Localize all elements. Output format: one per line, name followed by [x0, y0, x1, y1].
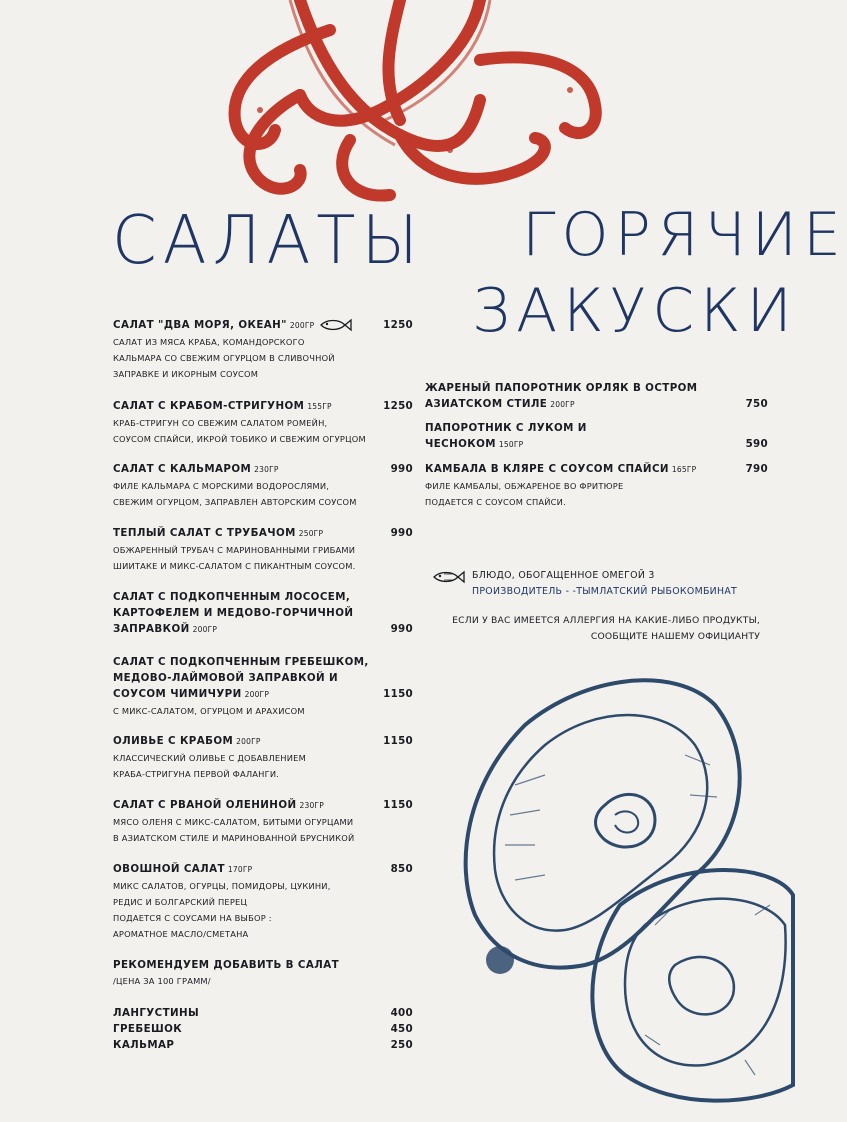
item-price: 1150	[383, 799, 413, 811]
addon-name: КАЛЬМАР	[113, 1039, 175, 1051]
item-price: 790	[745, 463, 768, 475]
item-description: КАЛЬМАРА СО СВЕЖИМ ОГУРЦОМ В СЛИВОЧНОЙ	[113, 353, 335, 363]
item-description: ФИЛЕ КАМБАЛЫ, ОБЖАРЕНОЕ ВО ФРИТЮРЕ	[425, 481, 624, 491]
heading-salads: САЛАТЫ	[112, 202, 424, 280]
menu-item-salad-two-seas	[113, 317, 413, 382]
item-name: САЛАТ "ДВА МОРЯ, ОКЕАН"	[113, 319, 287, 331]
item-name: ЗАПРАВКОЙ	[113, 623, 190, 635]
item-weight: 200ГР	[192, 625, 218, 634]
item-weight: 200ГР	[236, 737, 261, 746]
item-name: САЛАТ С КАЛЬМАРОМ	[113, 463, 252, 475]
item-description: ЗАПРАВКЕ И ИКОРНЫМ СОУСОМ	[113, 369, 259, 379]
addons-list	[113, 1005, 413, 1053]
item-weight: 230ГР	[299, 801, 324, 810]
item-price: 1250	[383, 400, 413, 412]
fish-omega-icon	[432, 568, 466, 586]
producer-note: ПРОИЗВОДИТЕЛЬ - -ТЫМЛАТСКИЙ РЫБОКОМБИНАТ	[472, 586, 738, 597]
oyster-illustration	[455, 665, 793, 1110]
item-description: СВЕЖИМ ОГУРЦОМ, ЗАПРАВЛЕН АВТОРСКИМ СОУСОМ	[113, 497, 357, 507]
menu-item-salad-whelk	[113, 525, 413, 574]
item-description: АРОМАТНОЕ МАСЛО/СМЕТАНА	[113, 929, 249, 939]
item-name: КАРТОФЕЛЕМ И МЕДОВО-ГОРЧИЧНОЙ	[113, 607, 354, 619]
item-name: КАМБАЛА В КЛЯРЕ С СОУСОМ СПАЙСИ	[425, 463, 669, 475]
item-price: 750	[745, 398, 768, 410]
item-name: ТЕПЛЫЙ САЛАТ С ТРУБАЧОМ	[113, 527, 296, 539]
item-name: МЕДОВО-ЛАЙМОВОЙ ЗАПРАВКОЙ И	[113, 672, 339, 684]
item-price: 990	[390, 527, 413, 539]
item-price: 590	[745, 438, 768, 450]
item-weight: 165ГР	[671, 465, 697, 474]
item-description: КРАБ-СТРИГУН СО СВЕЖИМ САЛАТОМ РОМЕЙН,	[113, 418, 328, 428]
item-weight: 200ГР	[289, 321, 315, 330]
item-description: ФИЛЕ КАЛЬМАРА С МОРСКИМИ ВОДОРОСЛЯМИ,	[113, 481, 330, 491]
item-weight: 230ГР	[254, 465, 279, 474]
item-description: КЛАССИЧЕСКИЙ ОЛИВЬЕ С ДОБАВЛЕНИЕМ	[113, 753, 306, 763]
menu-item-salad-crab	[113, 398, 413, 447]
addon-price: 450	[390, 1023, 413, 1035]
item-description: МЯСО ОЛЕНЯ С МИКС-САЛАТОМ, БИТЫМИ ОГУРЦАМИ	[113, 817, 354, 827]
item-description: СОУСОМ СПАЙСИ, ИКРОЙ ТОБИКО И СВЕЖИМ ОГУРЦОМ	[113, 434, 366, 444]
heading-hot-line1: ГОРЯЧИЕ	[522, 200, 847, 270]
item-weight: 200ГР	[244, 690, 270, 699]
item-name: САЛАТ С РВАНОЙ ОЛЕНИНОЙ	[113, 799, 297, 811]
item-weight: 150ГР	[498, 440, 524, 449]
item-weight: 200ГР	[550, 400, 575, 409]
allergy-notice	[425, 613, 760, 645]
item-weight: 250ГР	[298, 529, 324, 538]
item-name: САЛАТ С КРАБОМ-СТРИГУНОМ	[113, 400, 305, 412]
item-description: МИКС САЛАТОВ, ОГУРЦЫ, ПОМИДОРЫ, ЦУКИНИ,	[113, 881, 331, 891]
item-description: РЕДИС И БОЛГАРСКИЙ ПЕРЕЦ	[113, 897, 248, 907]
item-price: 1150	[383, 688, 413, 700]
addons-title: РЕКОМЕНДУЕМ ДОБАВИТЬ В САЛАТ	[113, 959, 339, 971]
item-description: ОБЖАРЕННЫЙ ТРУБАЧ С МАРИНОВАННЫМИ ГРИБАМИ	[113, 545, 356, 555]
item-weight: 155ГР	[307, 402, 332, 411]
menu-item-salad-venison	[113, 797, 413, 846]
item-name: ПАПОРОТНИК С ЛУКОМ И	[425, 422, 587, 434]
addons-section	[113, 957, 413, 989]
omega-note: БЛЮДО, ОБОГАЩЕННОЕ ОМЕГОЙ 3	[472, 570, 655, 581]
allergy-line: СООБЩИТЕ НАШЕМУ ОФИЦИАНТУ	[590, 631, 760, 642]
item-price: 1150	[383, 735, 413, 747]
item-price: 1250	[383, 319, 413, 331]
menu-item-flounder	[425, 461, 768, 510]
item-name: ЧЕСНОКОМ	[425, 438, 496, 450]
item-description: С МИКС-САЛАТОМ, ОГУРЦОМ И АРАХИСОМ	[113, 706, 305, 716]
octopus-illustration	[150, 0, 620, 205]
item-name: ЖАРЕНЫЙ ПАПОРОТНИК ОРЛЯК В ОСТРОМ	[425, 382, 698, 394]
addon-name: ГРЕБЕШОК	[113, 1023, 183, 1035]
heading-hot-line2: ЗАКУСКИ	[472, 276, 798, 346]
item-description: ПОДАЕТСЯ С СОУСАМИ НА ВЫБОР :	[113, 913, 272, 923]
item-price: 990	[390, 623, 413, 635]
item-description: САЛАТ ИЗ МЯСА КРАБА, КОМАНДОРСКОГО	[113, 337, 305, 347]
fish-omega-icon	[319, 317, 353, 333]
item-name: ОВОШНОЙ САЛАТ	[113, 863, 225, 875]
omega-legend	[432, 568, 772, 600]
item-description: ПОДАЕТСЯ С СОУСОМ СПАЙСИ.	[425, 497, 566, 507]
menu-item-fern-spicy	[425, 380, 768, 413]
menu-item-salad-scallop	[113, 654, 413, 719]
item-name: САЛАТ С ПОДКОПЧЕННЫМ ЛОСОСЕМ,	[113, 591, 351, 603]
item-description: В АЗИАТСКОМ СТИЛЕ И МАРИНОВАННОЙ БРУСНИКОЙ	[113, 833, 355, 843]
item-name: ОЛИВЬЕ С КРАБОМ	[113, 735, 234, 747]
item-description: КРАБА-СТРИГУНА ПЕРВОЙ ФАЛАНГИ.	[113, 769, 280, 779]
item-price: 990	[390, 463, 413, 475]
item-name: АЗИАТСКОМ СТИЛЕ	[425, 398, 548, 410]
addons-note: /ЦЕНА ЗА 100 ГРАММ/	[113, 976, 211, 986]
menu-item-fern-garlic	[425, 420, 768, 453]
allergy-line: ЕСЛИ У ВАС ИМЕЕТСЯ АЛЛЕРГИЯ НА КАКИЕ-ЛИБО ПРОДУКТЫ,	[452, 615, 760, 626]
item-weight: 170ГР	[227, 865, 253, 874]
item-description: ШИИТАКЕ И МИКС-САЛАТОМ С ПИКАНТНЫМ СОУСОМ.	[113, 561, 356, 571]
addon-price: 250	[390, 1039, 413, 1051]
addon-price: 400	[390, 1007, 413, 1019]
menu-item-salad-salmon	[113, 589, 413, 638]
item-name: СОУСОМ ЧИМИЧУРИ	[113, 688, 242, 700]
addon-name: ЛАНГУСТИНЫ	[113, 1007, 200, 1019]
menu-item-salad-squid	[113, 461, 413, 510]
menu-item-olivier-crab	[113, 733, 413, 782]
menu-item-salad-vegetable	[113, 861, 413, 942]
item-name: САЛАТ С ПОДКОПЧЕННЫМ ГРЕБЕШКОМ,	[113, 656, 369, 668]
item-price: 850	[390, 863, 413, 875]
